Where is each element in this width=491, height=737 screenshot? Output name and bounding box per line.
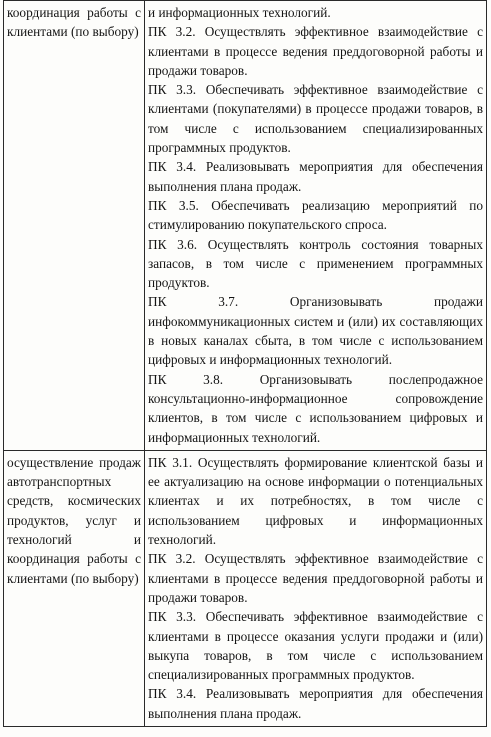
competencies-cell (145, 1, 487, 451)
competency-item: ПК 3.3. Обеспечивать эффективное взаимодействие с клиентами в процессе оказания услуги продажи и (или) выкупа товаров, в том числе с использованием специализированных программных продуктов. (148, 609, 483, 683)
competency-item: ПК 3.8. Организовывать послепродажное консультационно-информационное сопровождение клиентов, в том числе с использованием цифровых и информационных технологий. (148, 371, 483, 445)
competency-item: и информационных технологий. (148, 5, 331, 20)
competency-item: ПК 3.1. Осуществлять формирование клиентской базы и ее актуализацию на основе информации о потенциальных клиентах и их потребностях, в том числе с использованием цифровых и информационных технологий. (148, 454, 483, 548)
competency-item: ПК 3.4. Реализовывать мероприятия для обеспечения выполнения плана продаж. (148, 159, 483, 194)
competencies-cell (145, 450, 487, 726)
competency-table (3, 0, 487, 727)
table-row (4, 450, 487, 726)
competency-item: ПК 3.2. Осуществлять эффективное взаимодействие с клиентами в процессе ведения преддоговорной работы и продажи товаров. (148, 551, 483, 605)
competency-item: ПК 3.7. Организовывать продажи инфокоммуникационных систем и (или) их составляющих в новых каналах сбыта, в том числе с использованием цифровых и информационных технологий. (148, 294, 483, 368)
competency-item: ПК 3.2. Осуществлять эффективное взаимодействие с клиентами в процессе ведения преддоговорной работы и продажи товаров. (148, 24, 483, 78)
competency-item: ПК 3.5. Обеспечивать реализацию мероприятий по стимулированию покупательского спроса. (148, 197, 483, 233)
table-row (4, 1, 487, 451)
competency-item: ПК 3.6. Осуществлять контроль состояния товарных запасов, в том числе с применением программных продуктов. (148, 236, 483, 291)
competency-item: ПК 3.4. Реализовывать мероприятия для обеспечения выполнения плана продаж. (148, 686, 483, 721)
competency-item: ПК 3.3. Обеспечивать эффективное взаимодействие с клиентами (покупателями) в процессе продажи товаров, в том числе с использованием специализированных программных продуктов. (148, 82, 483, 156)
activity-cell: осуществление продаж автотранспортных средств, космических продуктов, услуг и технологий и координация работы с клиентами (по выбору) (4, 450, 145, 726)
activity-cell: координация работы с клиентами (по выбору) (4, 1, 145, 451)
